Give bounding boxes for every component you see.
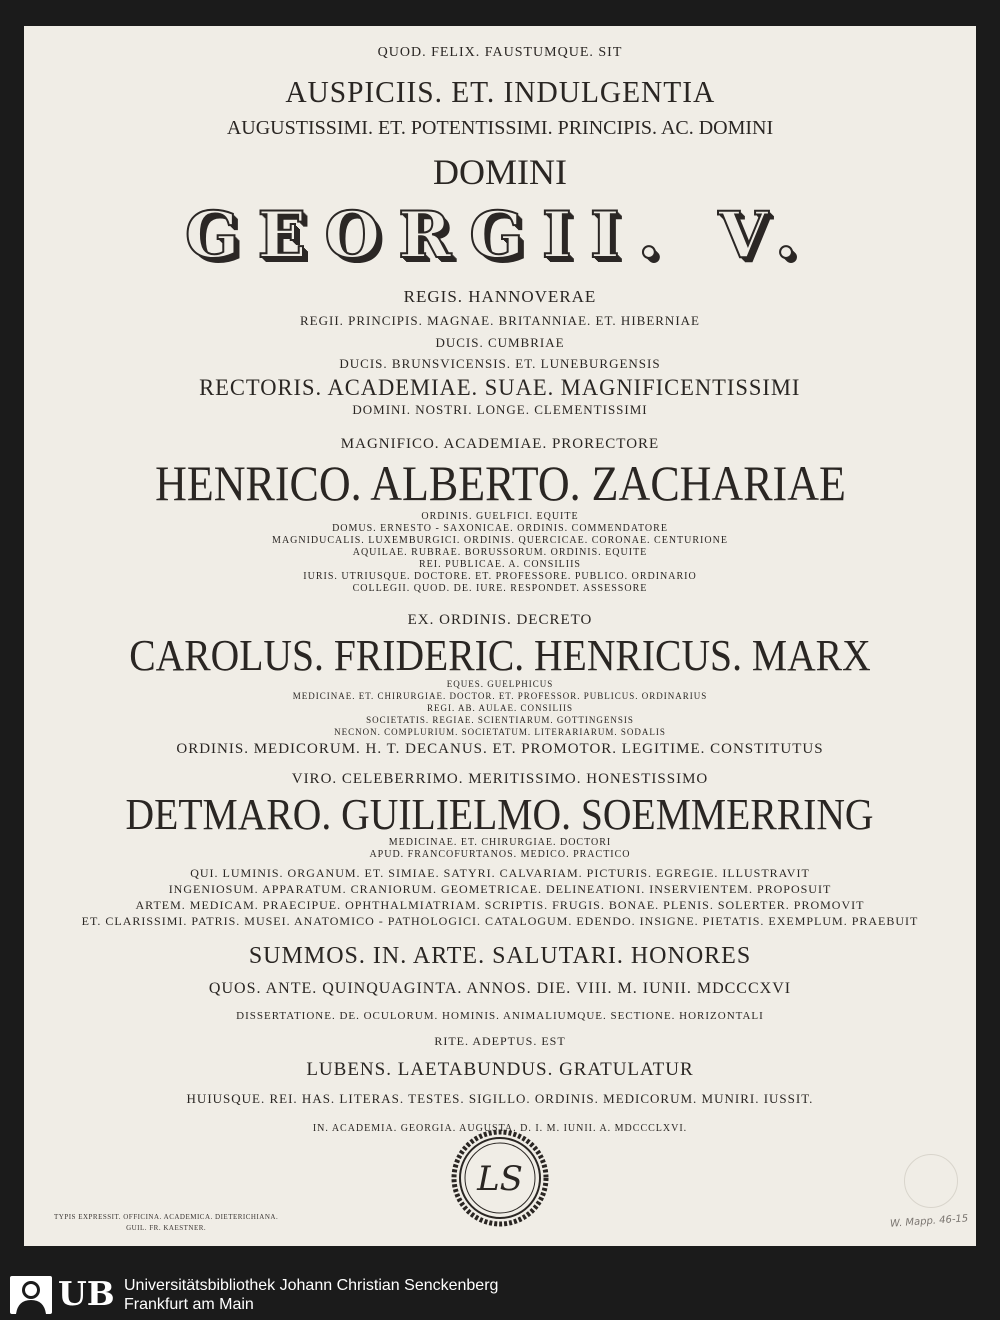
auspices-heading: AUSPICIIS. ET. INDULGENTIA [285,74,715,109]
ub-logo [10,1276,120,1314]
library-name [124,1276,498,1314]
printer-imprint [54,1212,278,1233]
king-title: REGIS. HANNOVERAE [403,287,597,306]
merit-text: ET. CLARISSIMI. PATRIS. MUSEI. ANATOMICO - PATHOLOGICI. CATALOGUM. EDENDO. INSIGNE. PIETATIS. EXEMPLUM. PRAEBUIT [81,914,919,928]
merit-text: ARTEM. MEDICAM. PRAECIPUE. OPHTHALMIATRIAM. SCRIPTIS. FRUGIS. BONAE. PLENIS. SOLERTER. PROMOVIT [135,898,865,912]
dean-title: REGI. AB. AULAE. CONSILIIS [426,703,573,713]
library-stamp-icon [904,1154,958,1208]
seal-order-line: HUIUSQUE. REI. HAS. LITERAS. TESTES. SIGILLO. ORDINIS. MEDICORUM. MUNIRI. IUSSIT. [186,1091,814,1106]
shelfmark-note: W. Mapp. 46-15 [889,1213,969,1230]
prorector-title: MAGNIDUCALIS. LUXEMBURGICI. ORDINIS. QUERCICAE. CORONAE. CENTURIONE [272,535,728,546]
place-date-line: IN. ACADEMIA. GEORGIA. AUGUSTA. D. I. M. IUNII. A. MDCCCLXVI. [312,1123,688,1134]
king-title: DOMINI. NOSTRI. LONGE. CLEMENTISSIMI [352,402,648,417]
honoree-intro: VIRO. CELEBERRIMO. MERITISSIMO. HONESTISSIMO [291,771,709,787]
rector-heading: RECTORIS. ACADEMIAE. SUAE. MAGNIFICENTISSIMI [199,375,801,400]
georgii-v-ornamental-title: GEORGII. V. [184,198,816,273]
decree-intro: EX. ORDINIS. DECRETO [407,612,593,628]
honoree-title: MEDICINAE. ET. CHIRURGIAE. DOCTORI [388,837,612,848]
prorector-title: IURIS. UTRIUSQUE. DOCTORE. ET. PROFESSORE. PUBLICO. ORDINARIO [303,571,697,582]
dean-role: ORDINIS. MEDICORUM. H. T. DECANUS. ET. PROMOTOR. LEGITIME. CONSTITUTUS [176,741,824,757]
merit-text: INGENIOSUM. APPARATUM. CRANIORUM. GEOMETRICAE. DELINEATIONI. INSERVIENTEM. PROPOSUIT [168,882,832,896]
honoree-title: APUD. FRANCOFURTANOS. MEDICO. PRACTICO [369,849,631,860]
domini-heading: DOMINI [433,152,567,192]
honors-heading: SUMMOS. IN. ARTE. SALUTARI. HONORES [248,943,752,969]
prorector-title: AQUILAE. RUBRAE. BORUSSORUM. ORDINIS. EQUITE [352,547,648,558]
poster-sheet [24,26,976,1246]
adeptus-line: RITE. ADEPTUS. EST [434,1034,566,1048]
prorector-title: COLLEGII. QUOD. DE. IURE. RESPONDET. ASSESSORE [352,583,648,594]
patron-titles: AUGUSTISSIMI. ET. POTENTISSIMI. PRINCIPIS. AC. DOMINI [226,117,774,139]
honoree-name: DETMARO. GUILIELMO. SOEMMERRING [126,790,874,839]
gratulatur-line: LUBENS. LAETABUNDUS. GRATULATUR [306,1059,694,1080]
seal-monogram: LS [477,1159,523,1199]
prorector-title: ORDINIS. GUELFICI. EQUITE [421,511,579,522]
dean-name: CAROLUS. FRIDERIC. HENRICUS. MARX [129,631,871,680]
library-name-line2: Frankfurt am Main [124,1296,254,1313]
king-title: REGII. PRINCIPIS. MAGNAE. BRITANNIAE. ET. HIBERNIAE [300,313,700,328]
prorector-name: HENRICO. ALBERTO. ZACHARIAE [154,455,846,511]
prorector-title: REI. PUBLICAE. A. CONSILIIS [418,559,581,570]
dean-title: MEDICINAE. ET. CHIRURGIAE. DOCTOR. ET. PROFESSOR. PUBLICUS. ORDINARIUS [292,691,708,701]
honors-date: QUOS. ANTE. QUINQUAGINTA. ANNOS. DIE. VIII. M. IUNII. MDCCCXVI [208,980,792,997]
dissertation-title: DISSERTATIONE. DE. OCULORUM. HOMINIS. ANIMALIUMQUE. SECTIONE. HORIZONTALI [236,1010,764,1022]
imprint-line: TYPIS EXPRESSIT. OFFICINA. ACADEMICA. DIETERICHIANA. [54,1213,279,1221]
opening-formula: QUOD. FELIX. FAUSTUMQUE. SIT [377,45,623,60]
bust-portrait-icon [10,1276,52,1314]
merit-text: QUI. LUMINIS. ORGANUM. ET. SIMIAE. SATYRI. CALVARIAM. PICTURIS. EGREGIE. ILLUSTRAVIT [190,866,810,880]
prorector-title: DOMUS. ERNESTO - SAXONICAE. ORDINIS. COMMENDATORE [332,523,668,534]
library-name-line1: Universitätsbibliothek Johann Christian Senckenberg [124,1277,499,1294]
prorector-intro: MAGNIFICO. ACADEMIAE. PRORECTORE [340,436,660,452]
library-footer [0,1270,1000,1320]
king-title: DUCIS. CUMBRIAE [435,335,565,350]
locus-sigilli-seal [450,1128,550,1228]
dean-title: SOCIETATIS. REGIAE. SCIENTIARUM. GOTTINGENSIS [366,715,634,725]
king-title: DUCIS. BRUNSVICENSIS. ET. LUNEBURGENSIS [339,356,661,371]
dean-title: EQUES. GUELPHICUS [446,679,554,689]
imprint-line: GUIL. FR. KAESTNER. [126,1223,207,1232]
dean-title: NECNON. COMPLURIUM. SOCIETATUM. LITERARIARUM. SODALIS [334,727,666,737]
ub-logo-text: UB [58,1274,115,1313]
